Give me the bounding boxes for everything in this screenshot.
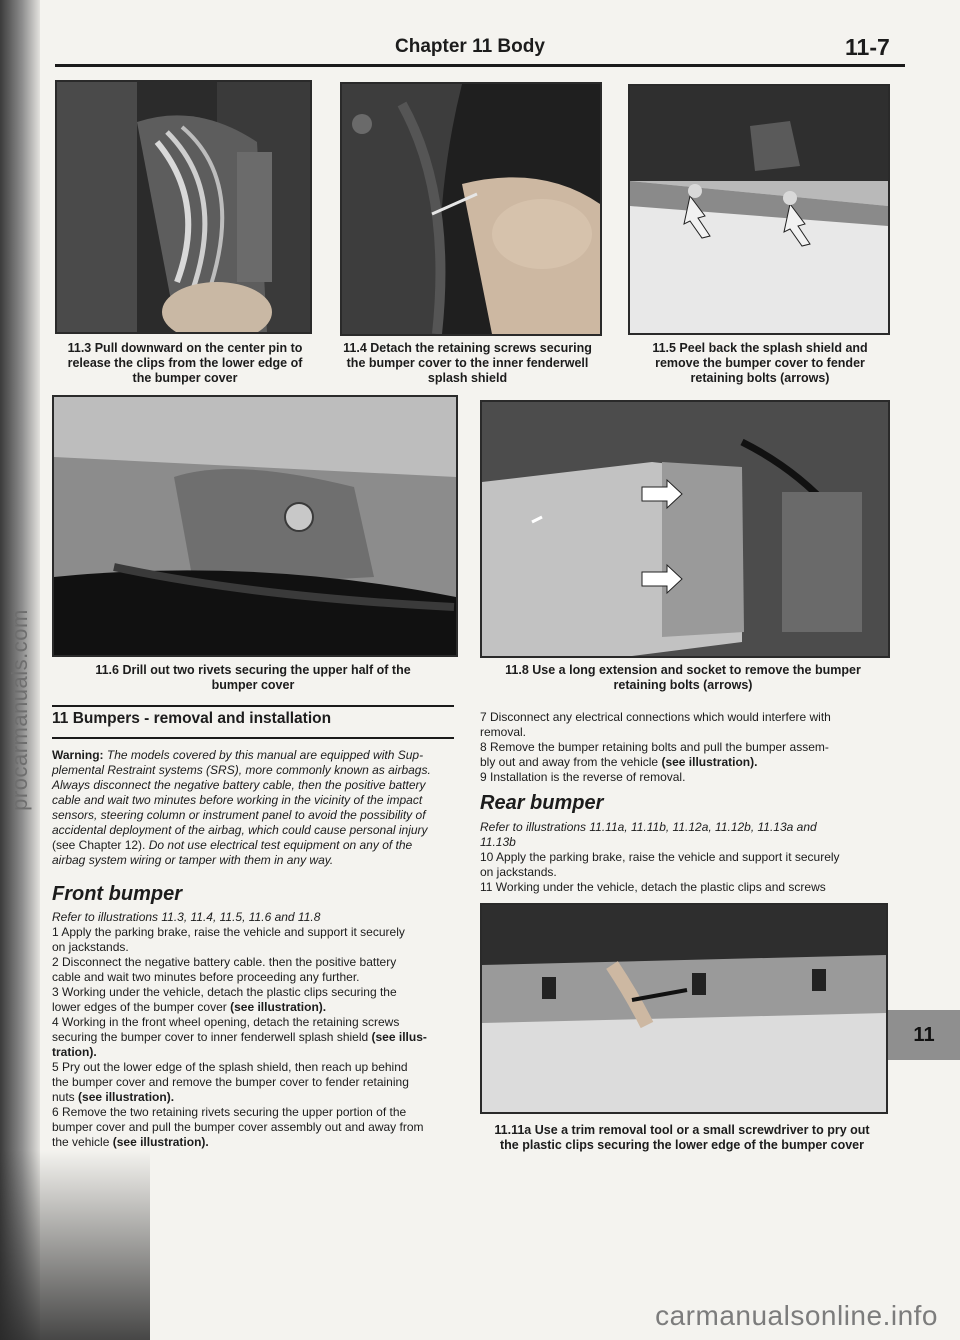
warning-label: Warning:: [52, 748, 104, 762]
rear-bumper-text: Refer to illustrations 11.11a, 11.11b, 11.12a, 11.12b, 11.13a and 11.13b 10 Apply the parking brake, raise the vehicle and support it securely on jackstands. 11 Working under the vehicle, detach the plastic clips and screws: [480, 820, 840, 894]
bottom-watermark: carmanualsonline.info: [655, 1300, 938, 1331]
warning-block: Warning: The models covered by this manual are equipped with Sup- plemental Restraint systems (SRS), more commonly known as airbags. Always disconnect the negative battery cable, then the positive battery cable and wait two minutes before working in the vicinity of the impact sensors, steering column or instrument panel to avoid the possibility of accidental deployment of the airbag, which could cause personal injury (see Chapter 12). Do not use electrical test equipment on any of the airbag system wiring or tamper with them in any way.: [52, 748, 431, 867]
photo-11-6: [52, 395, 458, 657]
front-bumper-text: Refer to illustrations 11.3, 11.4, 11.5, 11.6 and 11.8 1 Apply the parking brake, raise the vehicle and support it securely on jackstands. 2 Disconnect the negative battery cable. then the positive battery cable and wait two minutes before proceeding any further. 3 Working under the vehicle, detach the plastic clips securing the lower edges of the bumper cover (see illustration). 4 Working in the front wheel opening, detach the retaining screws securing the bumper cover to inner fenderwell splash shield (see illus- tration). 5 Pry out the lower edge of the splash shield, then reach up behind the bumper cover and remove the bumper cover to fender retaining nuts (see illustration). 6 Remove the two retaining rivets securing the upper portion of the bumper cover and pull the bumper cover assembly out and away from the vehicle (see illustration).: [52, 910, 427, 1149]
header-rule: [55, 64, 905, 67]
photo-11-4: [340, 82, 602, 336]
photo-11-5: [628, 84, 890, 335]
section-rule-bottom: [52, 737, 454, 739]
bottom-shadow: [0, 1150, 150, 1340]
caption-11-6: 11.6 Drill out two rivets securing the upper half of the bumper cover: [95, 663, 411, 692]
section-rule-top: [52, 705, 454, 707]
chapter-tab: 11: [888, 1010, 960, 1060]
caption-11-3: 11.3 Pull downward on the center pin to release the clips from the lower edge of the bumper cover: [67, 341, 303, 385]
side-watermark: procarmanuals.com: [7, 609, 32, 811]
caption-11-8: 11.8 Use a long extension and socket to remove the bumper retaining bolts (arrows): [505, 663, 861, 692]
caption-11-4: 11.4 Detach the retaining screws securing the bumper cover to the inner fenderwell splash shield: [343, 341, 592, 385]
steps-7-9: 7 Disconnect any electrical connections which would interfere with removal. 8 Remove the bumper retaining bolts and pull the bumper assem- bly out and away from the vehicle (see illustration). 9 Installation is the reverse of removal.: [480, 710, 831, 784]
front-bumper-title: Front bumper: [52, 883, 182, 905]
photo-11-11a: [480, 903, 888, 1114]
photo-11-8: [480, 400, 890, 658]
caption-11-5: 11.5 Peel back the splash shield and remove the bumper cover to fender retaining bolts (arrows): [652, 341, 868, 385]
page-number: 11-7: [845, 34, 890, 60]
caption-11-11a: 11.11a Use a trim removal tool or a small screwdriver to pry out the plastic clips securing the lower edge of the bumper cover: [494, 1123, 870, 1152]
rear-bumper-title: Rear bumper: [480, 792, 604, 814]
section-title: 11 Bumpers - removal and installation: [52, 710, 332, 727]
chapter-title: Chapter 11 Body: [395, 36, 545, 57]
photo-11-3: [55, 80, 312, 334]
